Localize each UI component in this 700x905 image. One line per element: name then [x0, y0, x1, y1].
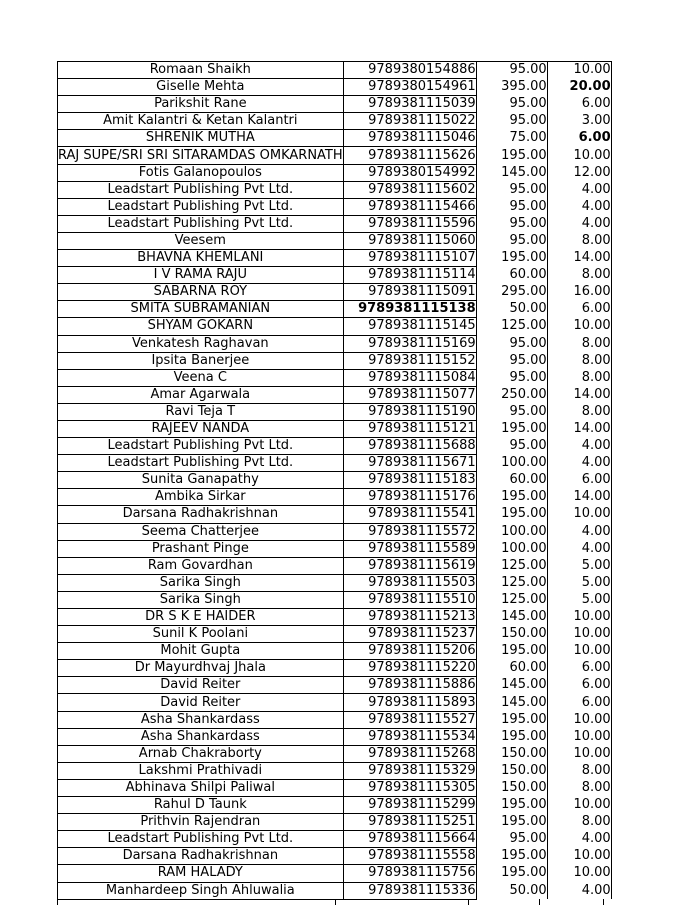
quantity-cell: 10.00	[547, 318, 611, 335]
isbn-cell: 9789381115169	[343, 335, 476, 352]
price-cell: 125.00	[476, 318, 547, 335]
price-cell: 60.00	[476, 660, 547, 677]
isbn-cell: 9789381115466	[343, 198, 476, 215]
table-row	[58, 301, 612, 318]
table-row	[58, 797, 612, 814]
quantity-cell: 8.00	[547, 352, 611, 369]
quantity-cell: 4.00	[547, 198, 611, 215]
quantity-cell: 4.00	[547, 455, 611, 472]
table-row	[58, 130, 612, 147]
author-name-cell: RAJ SUPE/SRI SRI SITARAMDAS OMKARNATH	[58, 147, 343, 163]
table-row	[58, 540, 612, 557]
isbn-cell: 9789381115138	[343, 301, 476, 318]
quantity-cell: 4.00	[547, 882, 611, 899]
quantity-cell: 4.00	[547, 831, 611, 848]
author-name-cell: Parikshit Rane	[58, 96, 344, 113]
author-name-cell: Ram Govardhan	[58, 557, 344, 574]
quantity-cell: 3.00	[547, 113, 611, 130]
price-cell: 150.00	[476, 779, 547, 796]
quantity-cell: 5.00	[547, 591, 611, 608]
quantity-cell: 8.00	[547, 403, 611, 420]
table-row	[58, 455, 612, 472]
price-cell: 150.00	[476, 626, 547, 643]
table-row	[58, 882, 612, 899]
quantity-cell: 10.00	[547, 506, 611, 523]
quantity-cell: 8.00	[547, 762, 611, 779]
isbn-cell: 9789381115534	[343, 728, 476, 745]
quantity-cell: 16.00	[547, 284, 611, 301]
quantity-cell: 10.00	[547, 865, 611, 882]
author-name-cell: Leadstart Publishing Pvt Ltd.	[58, 455, 344, 472]
price-cell: 295.00	[476, 284, 547, 301]
author-name-cell: Leadstart Publishing Pvt Ltd.	[58, 198, 344, 215]
author-name-cell: Mohit Gupta	[58, 643, 344, 660]
quantity-cell: 6.00	[547, 472, 611, 489]
price-cell: 95.00	[476, 96, 547, 113]
table-row	[58, 779, 612, 796]
price-cell: 145.00	[476, 694, 547, 711]
quantity-cell: 4.00	[547, 181, 611, 198]
author-name-cell: Ipsita Banerjee	[58, 352, 344, 369]
quantity-cell: 14.00	[547, 386, 611, 403]
author-name-cell: Leadstart Publishing Pvt Ltd.	[58, 438, 344, 455]
price-cell: 100.00	[476, 455, 547, 472]
author-name-cell: Sarika Singh	[58, 591, 344, 608]
isbn-cell: 9789381115671	[343, 455, 476, 472]
price-cell: 95.00	[476, 438, 547, 455]
quantity-cell: 4.00	[547, 438, 611, 455]
isbn-cell: 9789381115664	[343, 831, 476, 848]
isbn-cell: 9789381115121	[343, 420, 476, 437]
table-row	[58, 711, 612, 728]
isbn-cell: 9789381115329	[343, 762, 476, 779]
price-cell: 125.00	[476, 574, 547, 591]
price-cell: 60.00	[476, 267, 547, 284]
isbn-cell: 9789381115688	[343, 438, 476, 455]
table-row	[58, 489, 612, 506]
table-row	[58, 335, 612, 352]
isbn-cell: 9789381115022	[343, 113, 476, 130]
author-name-cell: Amit Kalantri & Ketan Kalantri	[58, 113, 344, 130]
table-row	[58, 386, 612, 403]
isbn-cell: 9789381115039	[343, 96, 476, 113]
author-name-cell: SMITA SUBRAMANIAN	[58, 301, 344, 318]
author-name-cell: I V RAMA RAJU	[58, 267, 344, 284]
quantity-cell: 8.00	[547, 369, 611, 386]
table-row	[58, 694, 612, 711]
isbn-cell: 9789381115305	[343, 779, 476, 796]
author-name-cell: Amar Agarwala	[58, 386, 344, 403]
author-name-cell: Darsana Radhakrishnan	[58, 506, 344, 523]
isbn-cell: 9789381115268	[343, 745, 476, 762]
price-cell: 95.00	[476, 181, 547, 198]
price-cell: 195.00	[476, 420, 547, 437]
author-name-cell: Prithvin Rajendran	[58, 814, 344, 831]
quantity-cell: 4.00	[547, 540, 611, 557]
price-cell: 95.00	[476, 232, 547, 249]
price-cell: 95.00	[476, 198, 547, 215]
table-row	[58, 626, 612, 643]
author-name-cell: David Reiter	[58, 677, 344, 694]
price-cell: 95.00	[476, 403, 547, 420]
quantity-cell: 8.00	[547, 779, 611, 796]
isbn-cell: 9789380154961	[343, 79, 476, 96]
book-order-table	[57, 61, 612, 900]
price-cell: 100.00	[476, 523, 547, 540]
isbn-cell: 9789381115046	[343, 130, 476, 147]
table-row	[58, 865, 612, 882]
isbn-cell: 9789381115527	[343, 711, 476, 728]
quantity-cell: 10.00	[547, 728, 611, 745]
quantity-cell: 8.00	[547, 267, 611, 284]
table-row	[58, 232, 612, 249]
author-name-cell: DR S K E HAIDER	[58, 609, 344, 626]
price-cell: 50.00	[476, 882, 547, 899]
quantity-cell: 6.00	[547, 96, 611, 113]
author-name-cell: Manhardeep Singh Ahluwalia	[58, 882, 344, 899]
author-name-cell: Fotis Galanopoulos	[58, 164, 344, 181]
isbn-cell: 9789381115619	[343, 557, 476, 574]
isbn-cell: 9789381115626	[343, 147, 476, 164]
table-row	[58, 814, 612, 831]
table-row	[58, 62, 612, 79]
author-name-cell: Leadstart Publishing Pvt Ltd.	[58, 831, 344, 848]
quantity-cell: 6.00	[547, 301, 611, 318]
isbn-cell: 9789381115756	[343, 865, 476, 882]
author-name-cell: Sunita Ganapathy	[58, 472, 344, 489]
price-cell: 95.00	[476, 352, 547, 369]
table-row	[58, 728, 612, 745]
author-name-cell: David Reiter	[58, 694, 344, 711]
author-name-cell: SHRENIK MUTHA	[58, 130, 344, 147]
table-row	[58, 677, 612, 694]
price-cell: 195.00	[476, 489, 547, 506]
isbn-cell: 9789381115510	[343, 591, 476, 608]
author-name-cell: Sunil K Poolani	[58, 626, 344, 643]
price-cell: 125.00	[476, 557, 547, 574]
table-row	[58, 215, 612, 232]
quantity-cell: 10.00	[547, 609, 611, 626]
author-name-cell: RAJEEV NANDA	[58, 420, 344, 437]
isbn-cell: 9789381115589	[343, 540, 476, 557]
price-cell: 145.00	[476, 609, 547, 626]
price-cell: 60.00	[476, 472, 547, 489]
table-row	[58, 250, 612, 267]
table-row	[58, 848, 612, 865]
isbn-cell: 9789381115152	[343, 352, 476, 369]
price-cell: 195.00	[476, 506, 547, 523]
quantity-cell: 10.00	[547, 62, 611, 79]
author-name-cell: SHYAM GOKARN	[58, 318, 344, 335]
table-body	[58, 62, 612, 900]
isbn-cell: 9789381115060	[343, 232, 476, 249]
price-cell: 195.00	[476, 814, 547, 831]
table-row	[58, 403, 612, 420]
author-name-cell: Venkatesh Raghavan	[58, 335, 344, 352]
table-row	[58, 506, 612, 523]
isbn-cell: 9789381115251	[343, 814, 476, 831]
author-name-cell: Asha Shankardass	[58, 728, 344, 745]
quantity-cell: 8.00	[547, 335, 611, 352]
table-row	[58, 352, 612, 369]
author-name-cell: Leadstart Publishing Pvt Ltd.	[58, 215, 344, 232]
price-cell: 195.00	[476, 848, 547, 865]
quantity-cell: 14.00	[547, 250, 611, 267]
price-cell: 75.00	[476, 130, 547, 147]
price-cell: 195.00	[476, 711, 547, 728]
price-cell: 50.00	[476, 301, 547, 318]
table-row	[58, 284, 612, 301]
isbn-cell: 9789380154992	[343, 164, 476, 181]
author-name-cell: Ravi Teja T	[58, 403, 344, 420]
table-row	[58, 574, 612, 591]
isbn-cell: 9789381115176	[343, 489, 476, 506]
quantity-cell: 6.00	[547, 130, 611, 147]
table-row	[58, 318, 612, 335]
author-name-cell: Prashant Pinge	[58, 540, 344, 557]
price-cell: 95.00	[476, 62, 547, 79]
quantity-cell: 10.00	[547, 147, 611, 164]
isbn-cell: 9789381115114	[343, 267, 476, 284]
table-row	[58, 438, 612, 455]
quantity-cell: 4.00	[547, 215, 611, 232]
isbn-cell: 9789381115541	[343, 506, 476, 523]
isbn-cell: 9789381115558	[343, 848, 476, 865]
price-cell: 95.00	[476, 335, 547, 352]
isbn-cell: 9789381115596	[343, 215, 476, 232]
table-row	[58, 523, 612, 540]
price-cell: 95.00	[476, 369, 547, 386]
quantity-cell: 5.00	[547, 557, 611, 574]
author-name-cell: RAM HALADY	[58, 865, 344, 882]
price-cell: 95.00	[476, 831, 547, 848]
quantity-cell: 12.00	[547, 164, 611, 181]
isbn-cell: 9789381115183	[343, 472, 476, 489]
quantity-cell: 6.00	[547, 694, 611, 711]
table-row	[58, 181, 612, 198]
table-row	[58, 609, 612, 626]
isbn-cell: 9789381115206	[343, 643, 476, 660]
table-row	[58, 643, 612, 660]
isbn-cell: 9789381115572	[343, 523, 476, 540]
isbn-cell: 9789381115107	[343, 250, 476, 267]
quantity-cell: 14.00	[547, 489, 611, 506]
author-name-cell: Darsana Radhakrishnan	[58, 848, 344, 865]
table-row	[58, 472, 612, 489]
author-name-cell: SABARNA ROY	[58, 284, 344, 301]
quantity-cell: 14.00	[547, 420, 611, 437]
quantity-cell: 4.00	[547, 523, 611, 540]
quantity-cell: 10.00	[547, 745, 611, 762]
table-row	[58, 369, 612, 386]
isbn-cell: 9789381115886	[343, 677, 476, 694]
table-row	[58, 660, 612, 677]
price-cell: 125.00	[476, 591, 547, 608]
quantity-cell: 10.00	[547, 848, 611, 865]
price-cell: 195.00	[476, 250, 547, 267]
isbn-cell: 9789381115077	[343, 386, 476, 403]
author-name-cell: Arnab Chakraborty	[58, 745, 344, 762]
author-name-cell: Romaan Shaikh	[58, 62, 344, 79]
author-name-cell: Asha Shankardass	[58, 711, 344, 728]
price-cell: 395.00	[476, 79, 547, 96]
isbn-cell: 9789381115602	[343, 181, 476, 198]
quantity-cell: 10.00	[547, 797, 611, 814]
quantity-cell: 20.00	[547, 79, 611, 96]
quantity-cell: 8.00	[547, 232, 611, 249]
table-row	[58, 831, 612, 848]
author-name-cell: Giselle Mehta	[58, 79, 344, 96]
quantity-cell: 10.00	[547, 626, 611, 643]
table-row	[58, 113, 612, 130]
isbn-cell: 9789381115190	[343, 403, 476, 420]
isbn-cell: 9789381115220	[343, 660, 476, 677]
author-name-cell: BHAVNA KHEMLANI	[58, 250, 344, 267]
isbn-cell: 9789381115213	[343, 609, 476, 626]
isbn-cell: 9789381115084	[343, 369, 476, 386]
author-name-cell: Rahul D Taunk	[58, 797, 344, 814]
author-name-cell: Leadstart Publishing Pvt Ltd.	[58, 181, 344, 198]
author-name-cell: Veesem	[58, 232, 344, 249]
price-cell: 150.00	[476, 762, 547, 779]
quantity-cell: 6.00	[547, 660, 611, 677]
table-row	[58, 164, 612, 181]
table-row	[58, 420, 612, 437]
author-name-cell: Sarika Singh	[58, 574, 344, 591]
quantity-cell: 10.00	[547, 711, 611, 728]
price-cell: 150.00	[476, 745, 547, 762]
table-row	[58, 79, 612, 96]
table-row	[58, 591, 612, 608]
author-name-cell: Veena C	[58, 369, 344, 386]
author-name-cell: Seema Chatterjee	[58, 523, 344, 540]
table-continuation	[57, 899, 603, 905]
table-row	[58, 762, 612, 779]
price-cell: 250.00	[476, 386, 547, 403]
author-name-cell: Abhinava Shilpi Paliwal	[58, 779, 344, 796]
table-row	[58, 96, 612, 113]
isbn-cell: 9789381115237	[343, 626, 476, 643]
table-row	[58, 147, 612, 164]
table-row	[58, 198, 612, 215]
author-name-cell: Dr Mayurdhvaj Jhala	[58, 660, 344, 677]
price-cell: 145.00	[476, 677, 547, 694]
quantity-cell: 6.00	[547, 677, 611, 694]
price-cell: 195.00	[476, 147, 547, 164]
quantity-cell: 8.00	[547, 814, 611, 831]
isbn-cell: 9789381115145	[343, 318, 476, 335]
table-row	[58, 745, 612, 762]
table-row	[58, 267, 612, 284]
author-name-cell: Lakshmi Prathivadi	[58, 762, 344, 779]
isbn-cell: 9789381115503	[343, 574, 476, 591]
price-cell: 100.00	[476, 540, 547, 557]
price-cell: 95.00	[476, 215, 547, 232]
author-name-cell: Ambika Sirkar	[58, 489, 344, 506]
price-cell: 145.00	[476, 164, 547, 181]
isbn-cell: 9789381115336	[343, 882, 476, 899]
price-cell: 95.00	[476, 113, 547, 130]
price-cell: 195.00	[476, 643, 547, 660]
isbn-cell: 9789381115091	[343, 284, 476, 301]
isbn-cell: 9789381115893	[343, 694, 476, 711]
table-row	[58, 557, 612, 574]
price-cell: 195.00	[476, 728, 547, 745]
quantity-cell: 10.00	[547, 643, 611, 660]
price-cell: 195.00	[476, 865, 547, 882]
price-cell: 195.00	[476, 797, 547, 814]
isbn-cell: 9789380154886	[343, 62, 476, 79]
isbn-cell: 9789381115299	[343, 797, 476, 814]
quantity-cell: 5.00	[547, 574, 611, 591]
